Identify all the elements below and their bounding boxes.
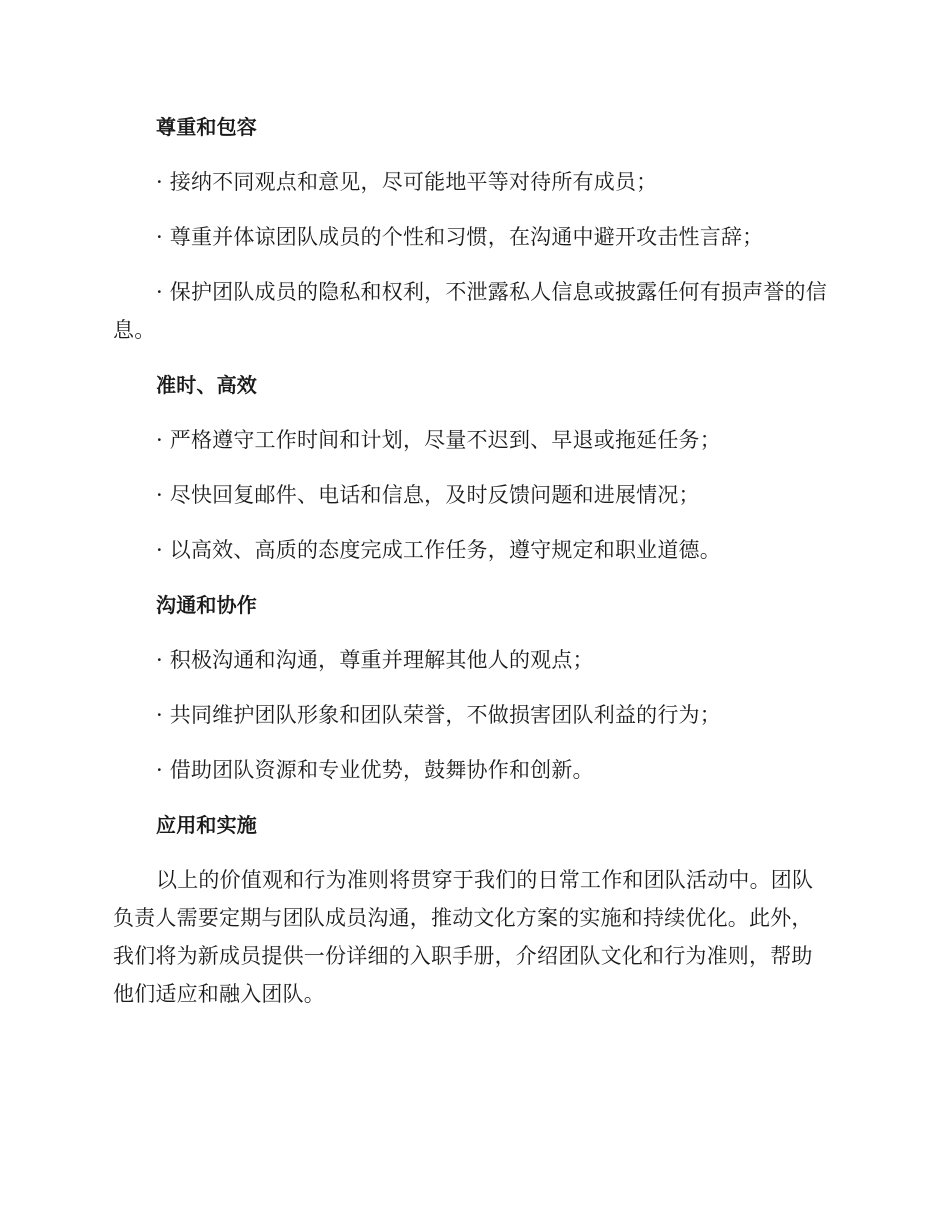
section-heading-punctuality: 准时、高效 bbox=[156, 373, 257, 397]
list-item: · 以高效、高质的态度完成工作任务，遵守规定和职业道德。 bbox=[156, 538, 721, 562]
list-item: · 共同维护团队形象和团队荣誉，不做损害团队利益的行为； bbox=[156, 703, 721, 727]
implementation-paragraph: 以上的价值观和行为准则将贯穿于我们的日常工作和团队活动中。团队负责人需要定期与团队成员沟通，推动文化方案的实施和持续优化。此外，我们将为新成员提供一份详细的入职手册，介绍团队文化和行为准则，帮助他们适应和融入团队。 bbox=[113, 868, 814, 1006]
section-heading-implementation: 应用和实施 bbox=[156, 813, 257, 837]
list-item: · 接纳不同观点和意见，尽可能地平等对待所有成员； bbox=[156, 170, 658, 194]
list-item: · 保护团队成员的隐私和权利，不泄露私人信息或披露任何有损声誉的信息。 bbox=[113, 280, 827, 342]
section-heading-communication: 沟通和协作 bbox=[156, 593, 257, 617]
list-item: · 借助团队资源和专业优势，鼓舞协作和创新。 bbox=[156, 758, 594, 782]
section-heading-respect: 尊重和包容 bbox=[156, 115, 257, 139]
list-item: · 严格遵守工作时间和计划，尽量不迟到、早退或拖延任务； bbox=[156, 428, 721, 452]
list-item: · 尊重并体谅团队成员的个性和习惯，在沟通中避开攻击性言辞； bbox=[156, 225, 764, 249]
document-content bbox=[113, 108, 833, 1013]
list-item: · 尽快回复邮件、电话和信息，及时反馈问题和进展情况； bbox=[156, 483, 700, 507]
list-item: · 积极沟通和沟通，尊重并理解其他人的观点； bbox=[156, 648, 594, 672]
